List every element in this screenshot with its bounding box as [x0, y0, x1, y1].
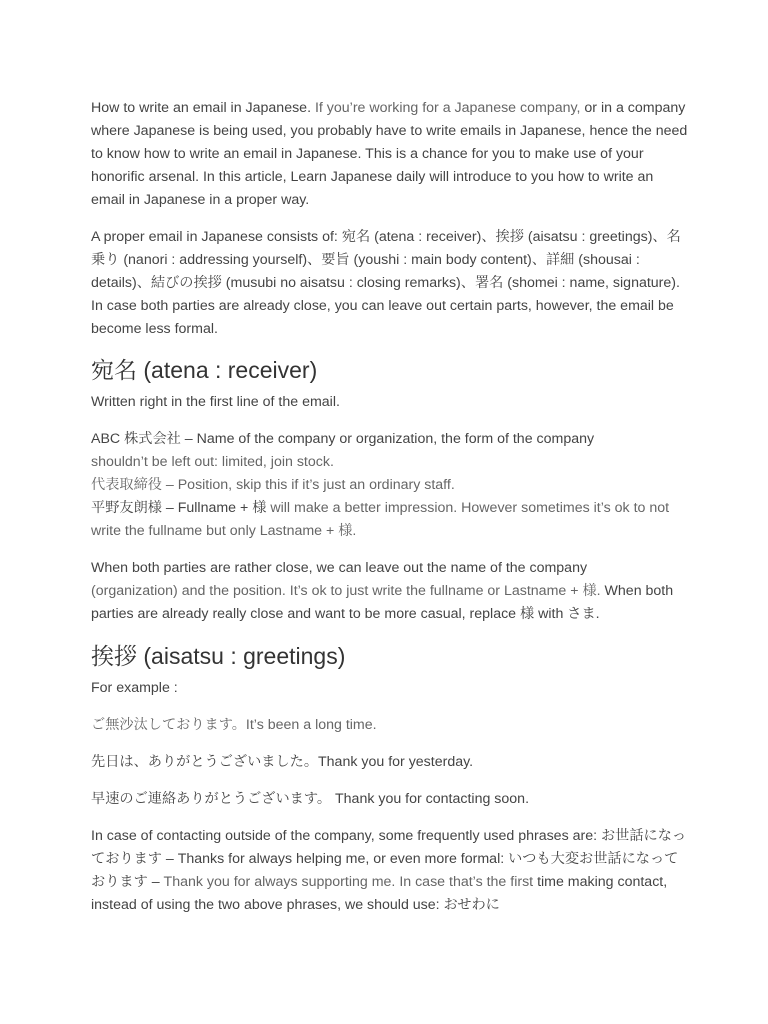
intro-paragraph	[91, 97, 691, 212]
position-line: 代表取締役 – Position, skip this if it’s just an ordinary staff.	[91, 477, 455, 493]
fullname-line	[91, 497, 691, 543]
heading-aisatsu: 挨拶 (aisatsu : greetings)	[91, 643, 346, 669]
heading-atena: 宛名 (atena : receiver)	[91, 357, 318, 383]
company-line-b: shouldn’t be left out: limited, join stock.	[91, 454, 334, 470]
greeting-example-2: 先日は、ありがとうございました。Thank you for yesterday.	[91, 754, 474, 770]
company-line	[91, 428, 691, 474]
consists-paragraph: A proper email in Japanese consists of: 宛名 (atena : receiver)、挨拶 (aisatsu : greetings)、名乗り (nanori : addressing yourself)、要旨 (youshi : main body content)、詳細 (shousai : details)、結びの挨拶 (musubi no aisatsu : closing remarks)、署名 (shomei : name, signature). In case both parties are already close, you can leave out certain parts, however, the email be become less formal.	[91, 229, 681, 337]
intro-lead: How to write an email in Japanese.	[91, 100, 312, 116]
close-a: When both parties are rather close, we can leave out the name of the company	[91, 560, 588, 576]
outside-a: In case of contacting outside of the company, some frequently used phrases are: お世話になっております – Thanks for always helping me, or even more formal: いつも大変お世話になっております –	[91, 828, 687, 890]
atena-example-lines	[91, 428, 691, 543]
intro-part-b: or in a company where Japanese is being used, you probably have to write emails in Japanese, hence the need to know how to write an email in Japanese. This is a chance for you to make use of your honorific arsenal. In this article, Learn Japanese daily will introduce to you how to write an email in Japanese in a proper way.	[91, 100, 688, 208]
intro-part-a: If you’re working for a Japanese company,	[311, 100, 581, 116]
close-b: (organization) and the position. It’s ok to just write the fullname or Lastname + 様.	[91, 583, 601, 599]
greeting-example-3: 早速のご連絡ありがとうございます。 Thank you for contacting soon.	[91, 791, 530, 807]
atena-written-paragraph: Written right in the first line of the email.	[91, 394, 340, 410]
fullname-line-b: will make a better impression. However sometimes it’s ok to not write the fullname but only Lastname + 様.	[91, 500, 670, 539]
close-c: When both parties are already really close and want to be more casual, replace 様 with さま.	[91, 583, 674, 622]
article-body	[91, 97, 691, 917]
close-parties-paragraph	[91, 557, 691, 626]
outside-c: time making contact, instead of using the two above phrases, we should use: おせわに	[91, 874, 668, 913]
outside-company-paragraph	[91, 825, 691, 917]
company-line-a: ABC 株式会社 – Name of the company or organization, the form of the company	[91, 431, 595, 447]
fullname-line-a: 平野友朗様 – Fullname + 様	[91, 500, 267, 516]
for-example-label: For example :	[91, 680, 178, 696]
outside-b: Thank you for always supporting me. In case that’s the first	[159, 874, 534, 890]
greeting-example-1: ご無沙汰しております。It’s been a long time.	[91, 717, 377, 733]
